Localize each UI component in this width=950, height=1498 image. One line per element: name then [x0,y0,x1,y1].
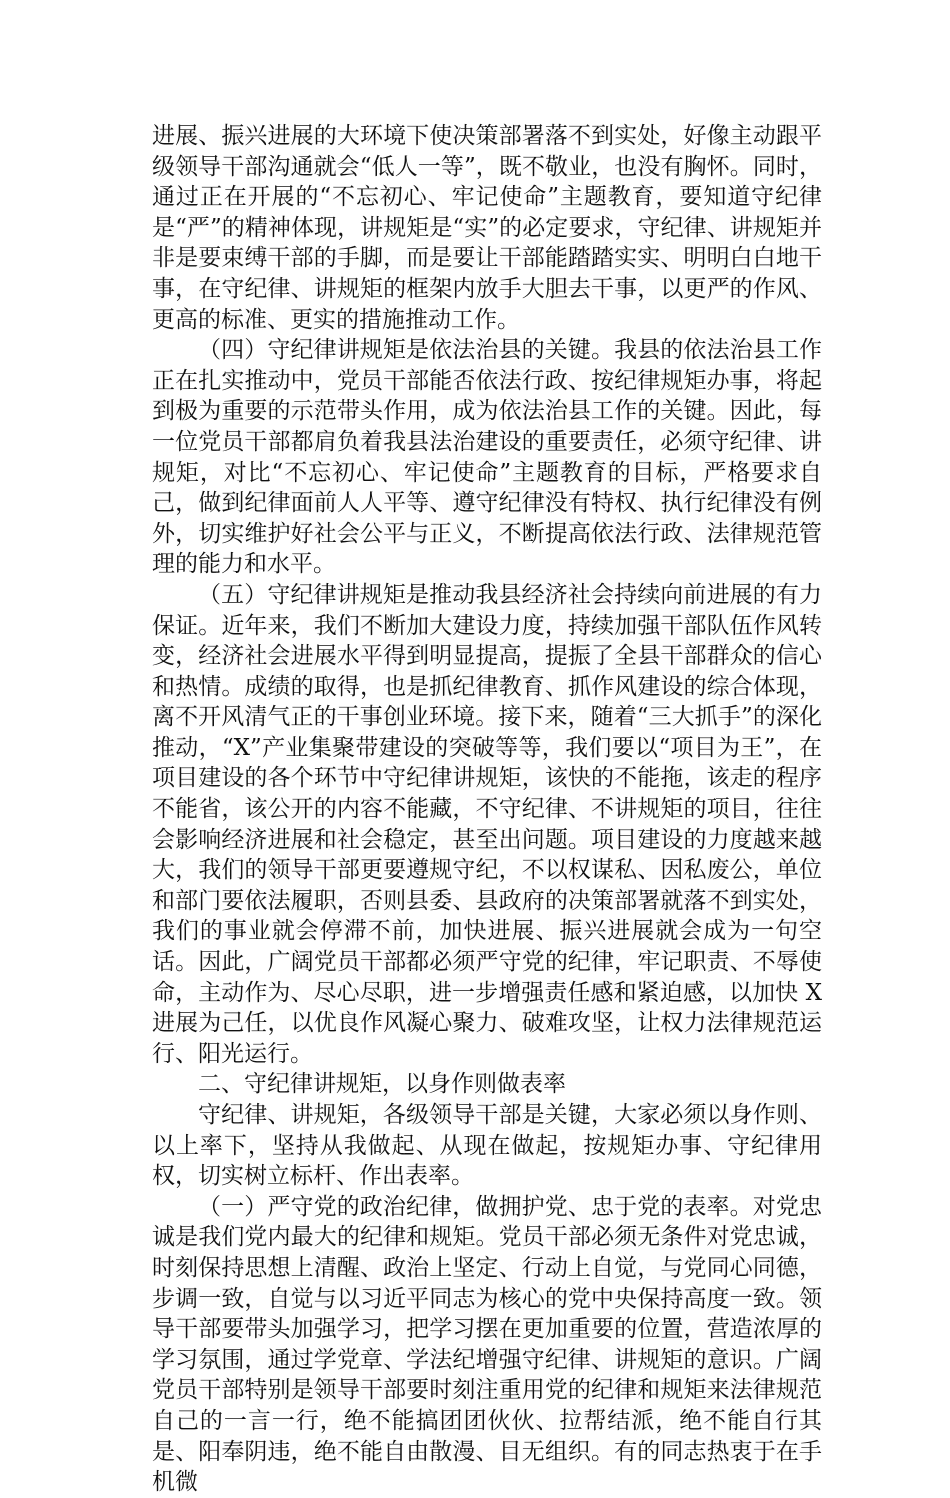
paragraph-section-5: （五）守纪律讲规矩是推动我县经济社会持续向前进展的有力保证。近年来，我们不断加大建设力度，持续加强干部队伍作风转变，经济社会进展水平得到明显提高，提振了全县干部群众的信心和热情。成绩的取得，也是抓纪律教育、抓作风建设的综合体现，离不开风清气正的干事创业环境。接下来，随着“三大抓手”的深化推动，“X”产业集聚带建设的突破等等，我们要以“项目为王”，在项目建设的各个环节中守纪律讲规矩，该快的不能拖，该走的程序不能省，该公开的内容不能藏，不守纪律、不讲规矩的项目，往往会影响经济进展和社会稳定，甚至出问题。项目建设的力度越来越大，我们的领导干部更要遵规守纪，不以权谋私、因私废公，单位和部门要依法履职，否则县委、县政府的决策部署就落不到实处，我们的事业就会停滞不前，加快进展、振兴进展就会成为一句空话。因此，广阔党员干部都必须严守党的纪律，牢记职责、不辱使命，主动作为、尽心尽职，进一步增强责任感和紧迫感，以加快 X 进展为己任，以优良作风凝心聚力、破难攻坚，让权力法律规范运行、阳光运行。 [152,581,822,1067]
paragraph-subsection-1: （一）严守党的政治纪律，做拥护党、忠于党的表率。对党忠诚是我们党内最大的纪律和规矩。党员干部必须无条件对党忠诚，时刻保持思想上清醒、政治上坚定、行动上自觉，与党同心同德，步调一致，自觉与以习近平同志为核心的党中央保持高度一致。领导干部要带头加强学习，把学习摆在更加重要的位置，营造浓厚的学习氛围，通过学党章、学法纪增强守纪律、讲规矩的意识。广阔党员干部特别是领导干部要时刻注重用党的纪律和规矩来法律规范自己的一言一行，绝不能搞团团伙伙、拉帮结派，绝不能自行其是、阳奉阴违，绝不能自由散漫、目无组织。有的同志热衷于在手机微 [152,1193,822,1496]
paragraph-intro-2: 守纪律、讲规矩，各级领导干部是关键，大家必须以身作则、以上率下，坚持从我做起、从现在做起，按规矩办事、守纪律用权，切实树立标杆、作出表率。 [152,1102,822,1190]
section-heading-2: 二、守纪律讲规矩，以身作则做表率 [198,1071,566,1098]
body-text [152,121,822,1498]
paragraph-section-4: （四）守纪律讲规矩是依法治县的关键。我县的依法治县工作正在扎实推动中，党员干部能否依法行政、按纪律规矩办事，将起到极为重要的示范带头作用，成为依法治县工作的关键。因此，每一位党员干部都肩负着我县法治建设的重要责任，必须守纪律、讲规矩，对比“不忘初心、牢记使命”主题教育的目标，严格要求自己，做到纪律面前人人平等、遵守纪律没有特权、执行纪律没有例外，切实维护好社会公平与正义，不断提高依法行政、法律规范管理的能力和水平。 [152,337,822,578]
paragraph-continuation: 进展、振兴进展的大环境下使决策部署落不到实处，好像主动跟平级领导干部沟通就会“低人一等”，既不敬业，也没有胸怀。同时，通过正在开展的“不忘初心、牢记使命”主题教育，要知道守纪律是“严”的精神体现，讲规矩是“实”的必定要求，守纪律、讲规矩并非是要束缚干部的手脚，而是要让干部能踏踏实实、明明白白地干事，在守纪律、讲规矩的框架内放手大胆去干事，以更严的作风、更高的标准、更实的措施推动工作。 [152,123,822,333]
